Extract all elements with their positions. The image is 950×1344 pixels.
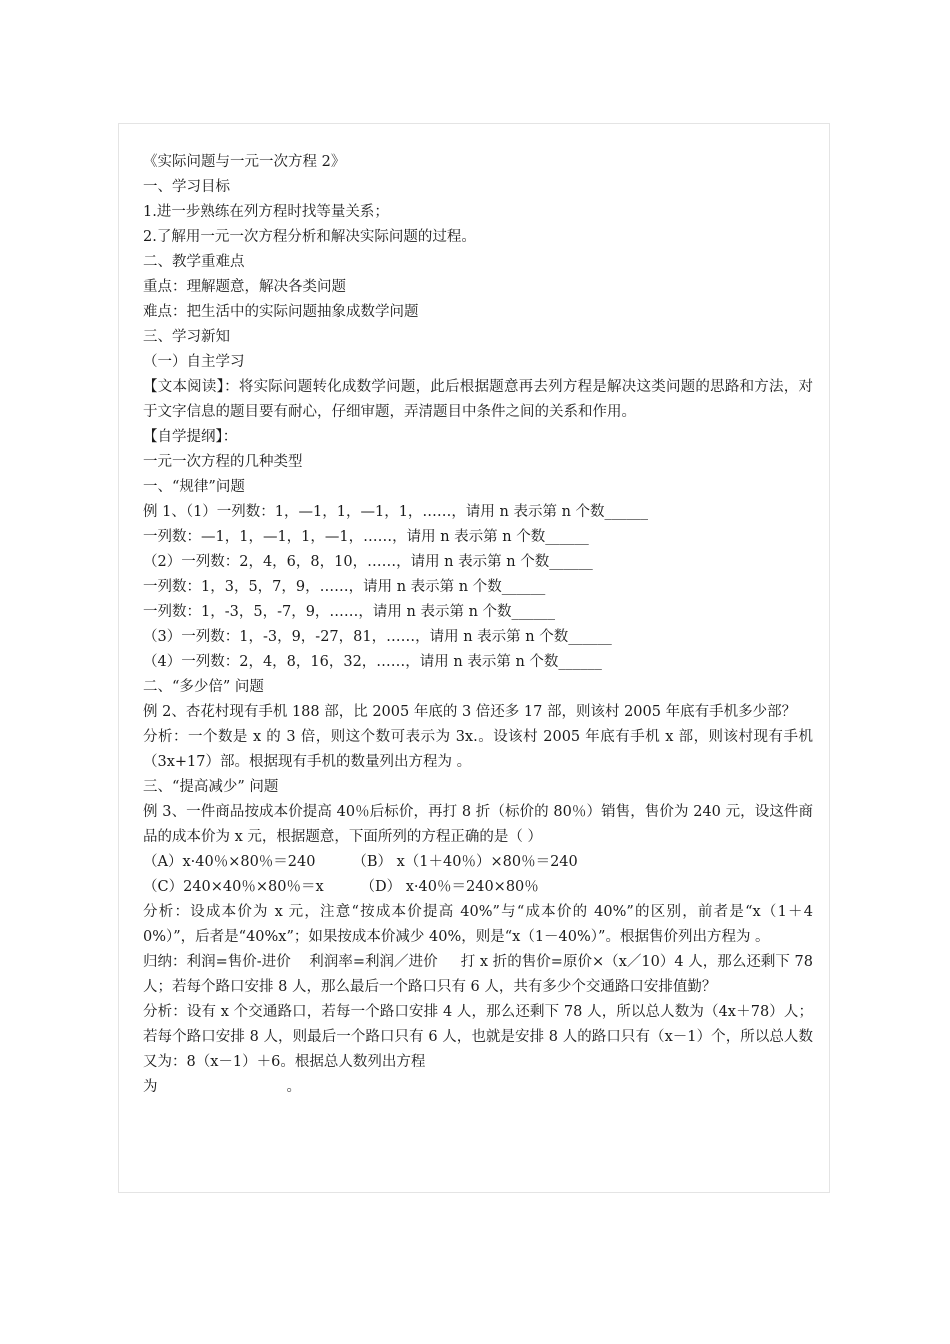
example-line: （4）一列数：2，4，8，16，32，……，请用 n 表示第 n 个数______ <box>143 654 602 670</box>
example-3: 例 3、一件商品按成本价提高 40％后标价，再打 8 折（标价的 80％）销售，售价为 240 元，设这件商品的成本价为 x 元，根据题意，下面所列的方程正确的是（ ） <box>143 804 813 845</box>
option-line: （C）240×40％×80％＝x （D） x·40％＝240×80％ <box>143 879 539 895</box>
example-2: 例 2、杏花村现有手机 188 部，比 2005 年底的 3 倍还多 17 部，则该村 2005 年底有手机多少部？ <box>143 704 797 720</box>
example-line: 一列数：1，-3，5，-7，9，……，请用 n 表示第 n 个数______ <box>143 604 556 620</box>
example-2-analysis: 分析：一个数是 x 的 3 倍，则这个数可表示为 3x.。设该村 2005 年底有手机 x 部，则该村现有手机（3x+17）部。根据现有手机的数量列出方程为 。 <box>143 729 813 770</box>
document-body <box>143 150 818 1100</box>
example-line: （2）一列数：2，4，6，8，10，……，请用 n 表示第 n 个数______ <box>143 554 593 570</box>
goal-item: 1.进一步熟练在列方程时找等量关系； <box>143 204 389 220</box>
option-line: （A）x·40％×80％＝240 （B） x（1＋40％）×80％＝240 <box>143 854 578 870</box>
type-heading: 二、“多少倍” 问题 <box>143 679 264 695</box>
goal-item: 2.了解用一元一次方程分析和解决实际问题的过程。 <box>143 229 476 245</box>
outline-label: 【自学提纲】： <box>143 429 238 445</box>
example-line: 一列数：—1，1，—1，1，—1，……，请用 n 表示第 n 个数______ <box>143 529 589 545</box>
text-reading: 【文本阅读】：将实际问题转化成数学问题，此后根据题意再去列方程是解决这类问题的思路和方法，对于文字信息的题目要有耐心，仔细审题，弄清题目中条件之间的关系和作用。 <box>143 379 813 420</box>
example-line: 例 1、（1）一列数：1，—1，1，—1，1，……，请用 n 表示第 n 个数______ <box>143 504 649 520</box>
subsection-heading: （一）自主学习 <box>143 354 245 370</box>
section-heading: 一、学习目标 <box>143 179 230 195</box>
difficulty: 难点：把生活中的实际问题抽象成数学问题 <box>143 304 419 320</box>
summary: 归纳：利润=售价-进价 利润率=利润／进价 打 x 折的售价=原价×（x／10）4 人，那么还剩下 78 人；若每个路口安排 8 人，那么最后一个路口只有 6 人，共有多少个交通路口安排值勤？ <box>143 954 818 995</box>
section-heading: 三、学习新知 <box>143 329 230 345</box>
example-line: （3）一列数：1，-3，9，-27，81，……，请用 n 表示第 n 个数______ <box>143 629 612 645</box>
example-line: 一列数：1，3，5，7，9，……，请用 n 表示第 n 个数______ <box>143 579 546 595</box>
type-heading: 三、“提高减少” 问题 <box>143 779 279 795</box>
doc-title: 《实际问题与一元一次方程 2》 <box>143 154 346 170</box>
types-title: 一元一次方程的几种类型 <box>143 454 303 470</box>
type-heading: 一、“规律”问题 <box>143 479 245 495</box>
example-3-analysis: 分析：设成本价为 x 元，注意“按成本价提高 40%”与“成本价的 40%”的区别，前者是“x（1＋40%）”，后者是“40%x”；如果按成本价减少 40%，则是“x（1－40%）”。根据售价列出方程为 。 <box>143 904 813 945</box>
key-point: 重点：理解题意，解决各类问题 <box>143 279 346 295</box>
last-line: 为 。 <box>143 1079 302 1095</box>
section-heading: 二、教学重难点 <box>143 254 245 270</box>
example-4-analysis: 分析：设有 x 个交通路口，若每一个路口安排 4 人，那么还剩下 78 人，所以总人数为（4x＋78）人；若每个路口安排 8 人，则最后一个路口只有 6 人，也就是安排 8 人的路口只有（x－1）个，所以总人数又为：8（x－1）＋6。根据总人数列出方程 <box>143 1004 813 1070</box>
